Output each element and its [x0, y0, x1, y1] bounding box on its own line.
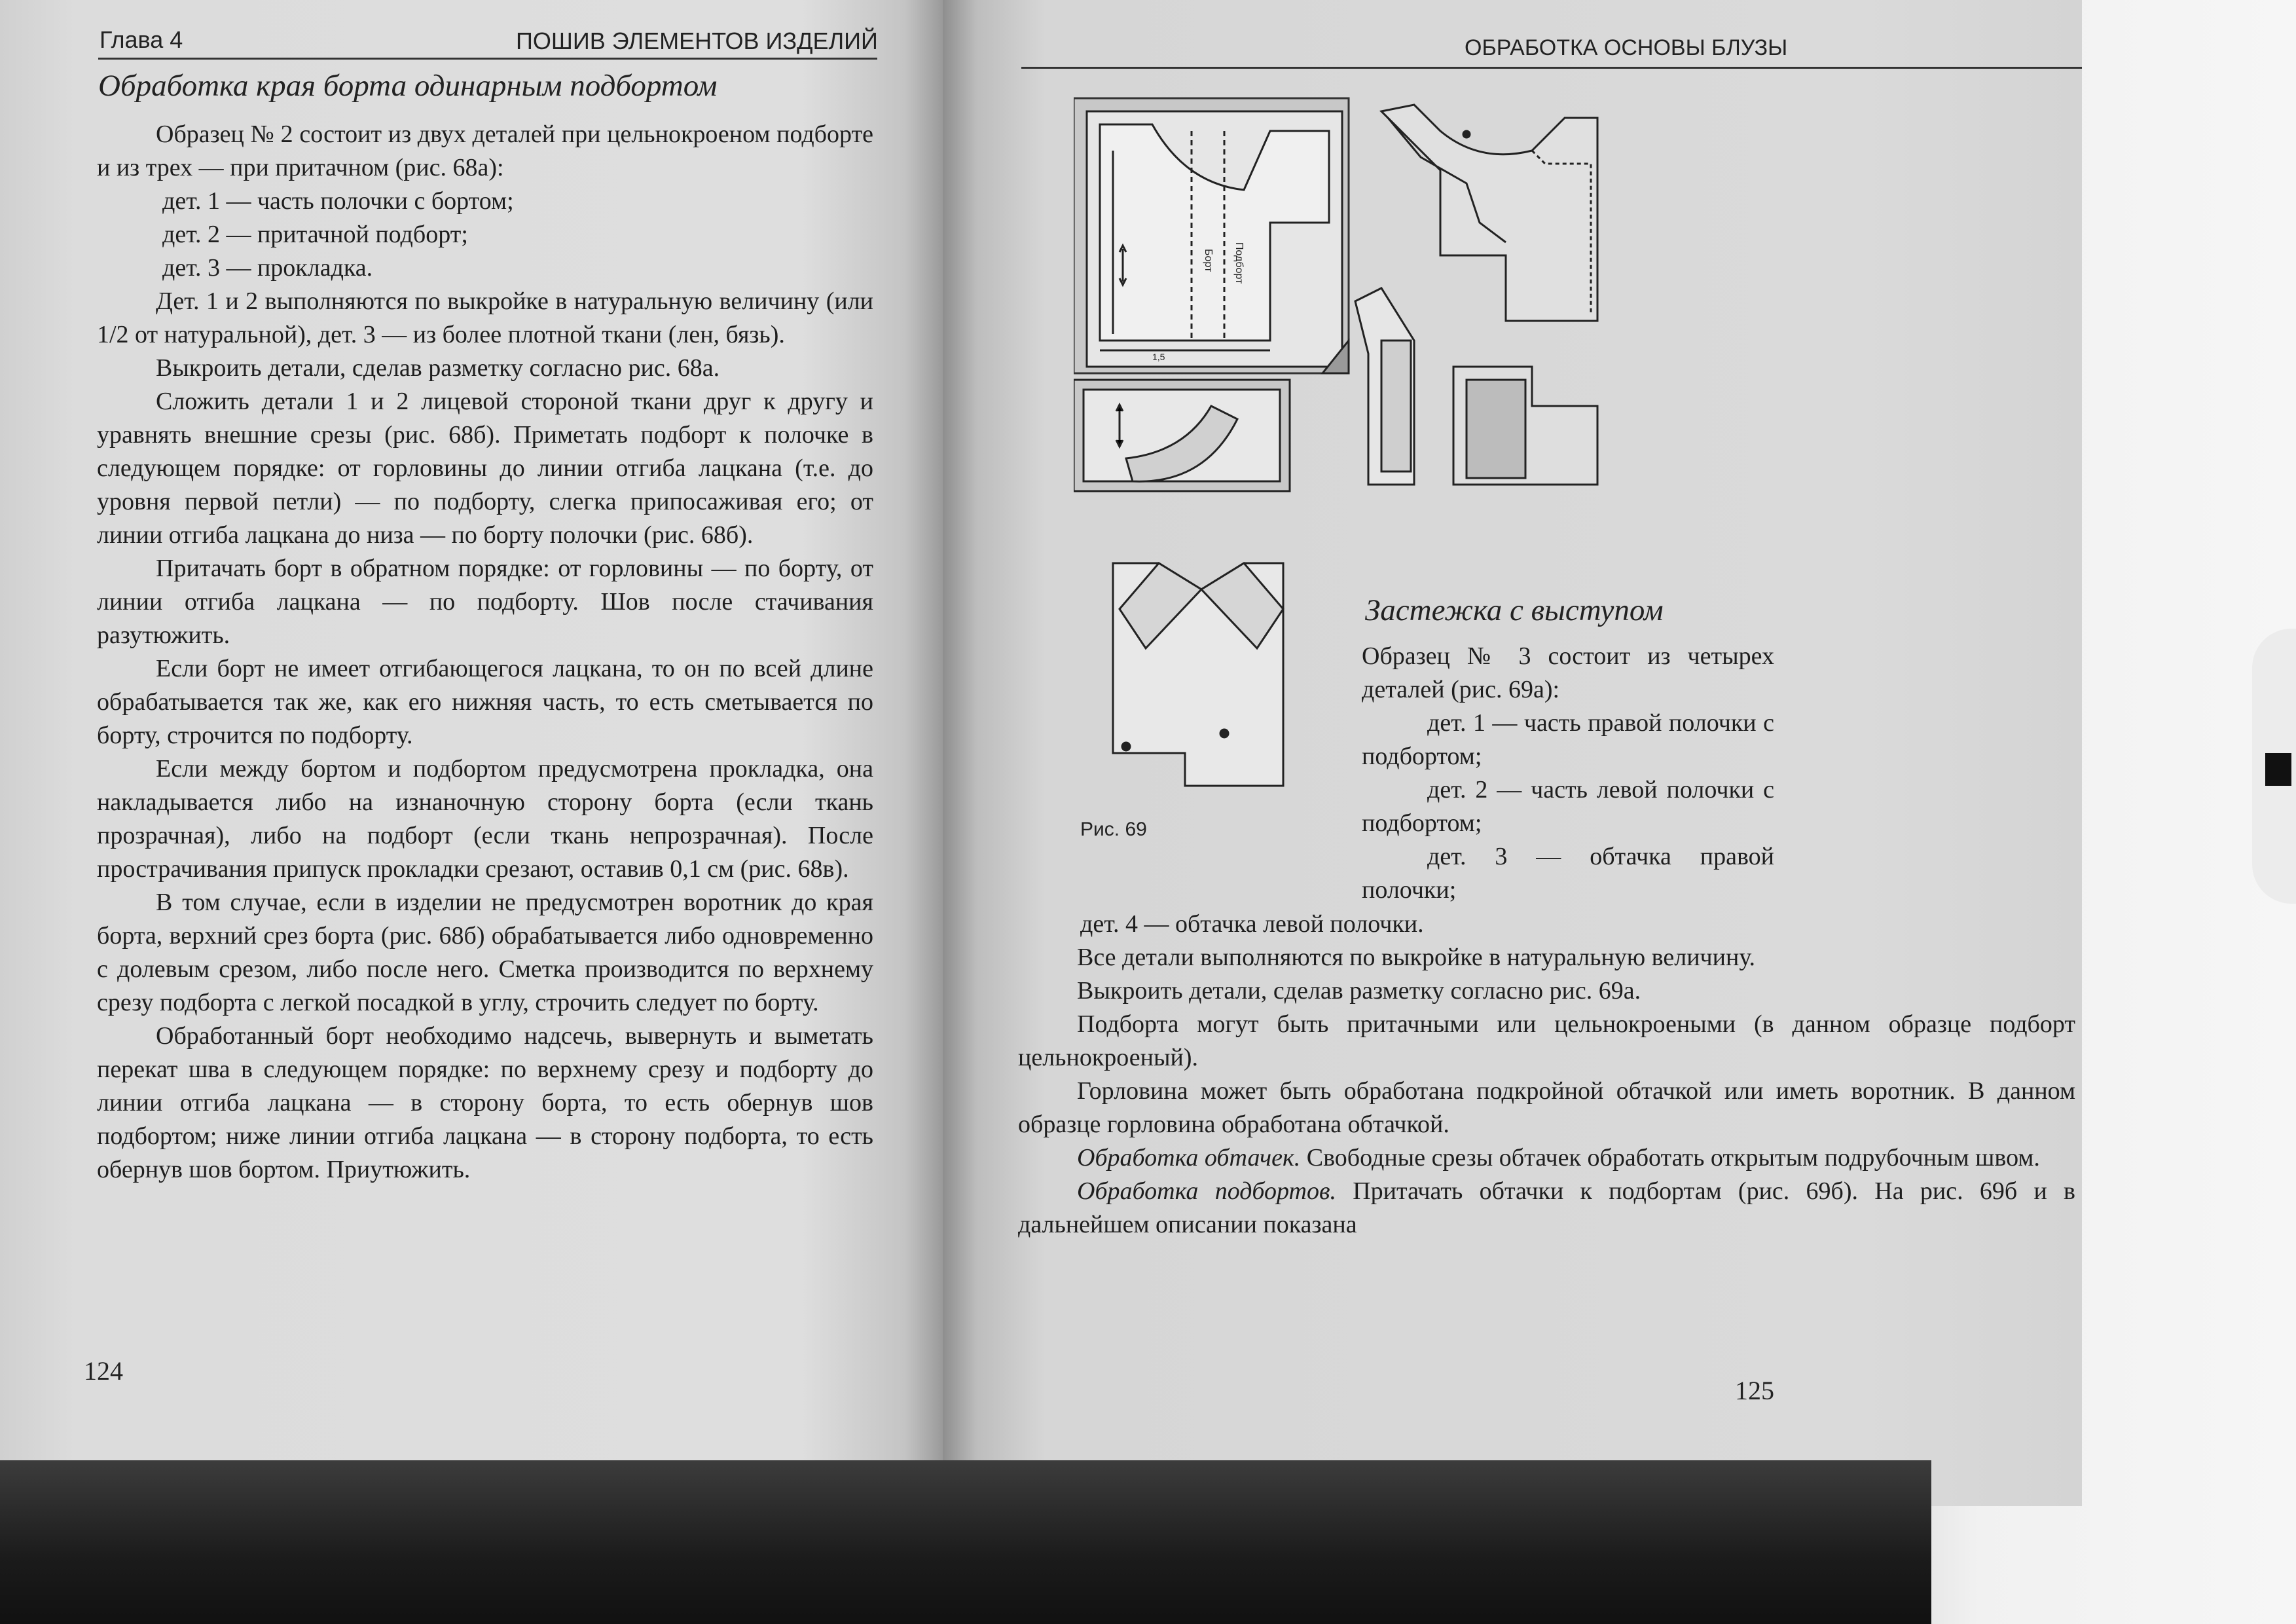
run-in-heading: Обработка подбортов.: [1077, 1177, 1336, 1205]
pattern-dimension-label: 1,5: [1152, 352, 1165, 362]
left-text-block: [97, 118, 873, 1187]
chapter-label: Глава 4: [100, 26, 183, 53]
scanner-bottom-shadow: [0, 1460, 1931, 1624]
left-page: [0, 0, 943, 1480]
paragraph: В том случае, если в изделии не предусмотрен воротник до края борта, верхний срез борта (рис. 68б) обрабатывается либо одновременно с долевым срезом, либо после него. Сметка производится по верхнему срезу подборта с легкой посадкой в углу, строчить следует по борту.: [97, 889, 873, 1016]
paragraph: Выкроить детали, сделав разметку согласно рис. 68а.: [156, 354, 720, 382]
paragraph: Обработанный борт необходимо надсечь, вывернуть и выметать перекат шва в следующем порядке: по верхнему срезу и подборту до линии отгиба лацкана — в сторону борта, то есть обернув шов подбортом; ниже линии отгиба лацкана — в сторону подборта, то есть обернув шов бортом. Приутюжить.: [97, 1022, 873, 1183]
figure-69a-facing: [1074, 380, 1290, 491]
page-number-right: 125: [1735, 1376, 1774, 1405]
list-item: дет. 1 — часть правой полочки с подбортом;: [1362, 709, 1774, 770]
run-in-heading: Обработка обтачек.: [1077, 1144, 1301, 1172]
paragraph: Если борт не имеет отгибающегося лацкана, то он по всей длине обрабатывается так же, как его нижняя часть, то есть сметывается по борту, строчится по подборту.: [97, 655, 873, 749]
header-rule-right: [1021, 67, 2082, 69]
list-item: дет. 2 — притачной подборт;: [162, 221, 468, 248]
tab-marker: [2265, 753, 2291, 786]
paragraph: Сложить детали 1 и 2 лицевой стороной ткани друг к другу и уравнять внешние срезы (рис. 68б). Приметать подборт к полочке в следующем порядке: от горловины до линии отгиба лацкана (т.е. до уровня первой петли) — по подборту, слегка припосаживая его; от линии отгиба лацкана до низа — по борту полочки (рис. 68б).: [97, 388, 873, 549]
right-text-block: [1018, 908, 2075, 1242]
pattern-label-bort: Борт: [1203, 249, 1214, 272]
paragraph: Притачать борт в обратном порядке: от горловины — по борту, от линии отгиба лацкана — по подборту. Шов после стачивания разутюжить.: [97, 555, 873, 649]
list-item: дет. 1 — часть полочки с бортом;: [162, 187, 514, 215]
figure-69b-blouse: [1381, 105, 1597, 321]
running-header-right: ОБРАБОТКА ОСНОВЫ БЛУЗЫ: [1465, 35, 1788, 60]
paragraph: Образец № 3 состоит из четырех деталей (рис. 69а):: [1362, 642, 1774, 703]
run-in-text: Притачать обтачки к подбортам (рис. 69б). На рис. 69б и в дальнейшем описании показана: [1018, 1177, 2075, 1238]
paragraph: Все детали выполняются по выкройке в натуральную величину.: [1077, 944, 1756, 971]
paragraph: Если между бортом и подбортом предусмотрена прокладка, она накладывается либо на изнаночную сторону борта (если ткань прозрачная), либо на подборт (если ткань непрозрачная). После прострачивания припуск прокладки срезают, оставив 0,1 см (рис. 68в).: [97, 755, 873, 883]
section-title-left: Обработка края борта одинарным подбортом: [98, 69, 718, 103]
header-rule-left: [98, 58, 877, 60]
paragraph: Выкроить детали, сделав разметку согласно рис. 69а.: [1077, 977, 1641, 1005]
paragraph: Дет. 1 и 2 выполняются по выкройке в натуральную величину (или 1/2 от натуральной), дет. 3 — из более плотной ткани (лен, бязь).: [97, 287, 873, 348]
list-item: дет. 2 — часть левой полочки с подбортом;: [1362, 776, 1774, 837]
section-title-right: Застежка с выступом: [1365, 593, 1664, 627]
paragraph: Образец № 2 состоит из двух деталей при цельнокроеном подборте и из трех — при притачном (рис. 68а):: [97, 120, 873, 181]
figure-69a-pattern: [1074, 98, 1349, 373]
list-item: дет. 4 — обтачка левой полочки.: [1080, 910, 1424, 938]
paragraph: Подборта могут быть притачными или цельнокроеными (в данном образце подборт цельнокроеный).: [1018, 1010, 2075, 1071]
right-text-block-narrow: [1362, 640, 1774, 907]
run-in-text: Свободные срезы обтачек обработать открытым подрубочным швом.: [1306, 1144, 2040, 1172]
list-item: дет. 3 — обтачка правой полочки;: [1362, 843, 1774, 904]
page-number-left: 124: [84, 1356, 123, 1386]
figure-69-jacket: [1113, 563, 1283, 786]
list-item: дет. 3 — прокладка.: [162, 254, 373, 282]
figure-caption: Рис. 69: [1080, 819, 1147, 840]
right-page: [943, 0, 2082, 1506]
paragraph: Горловина может быть обработана подкройной обтачкой или иметь воротник. В данном образце горловина обработана обтачкой.: [1018, 1077, 2075, 1138]
paragraph: [1018, 1141, 2075, 1175]
paragraph: [1018, 1175, 2075, 1242]
running-header-left: ПОШИВ ЭЛЕМЕНТОВ ИЗДЕЛИЙ: [516, 28, 878, 54]
pattern-label-podbort: Подборт: [1233, 242, 1245, 284]
